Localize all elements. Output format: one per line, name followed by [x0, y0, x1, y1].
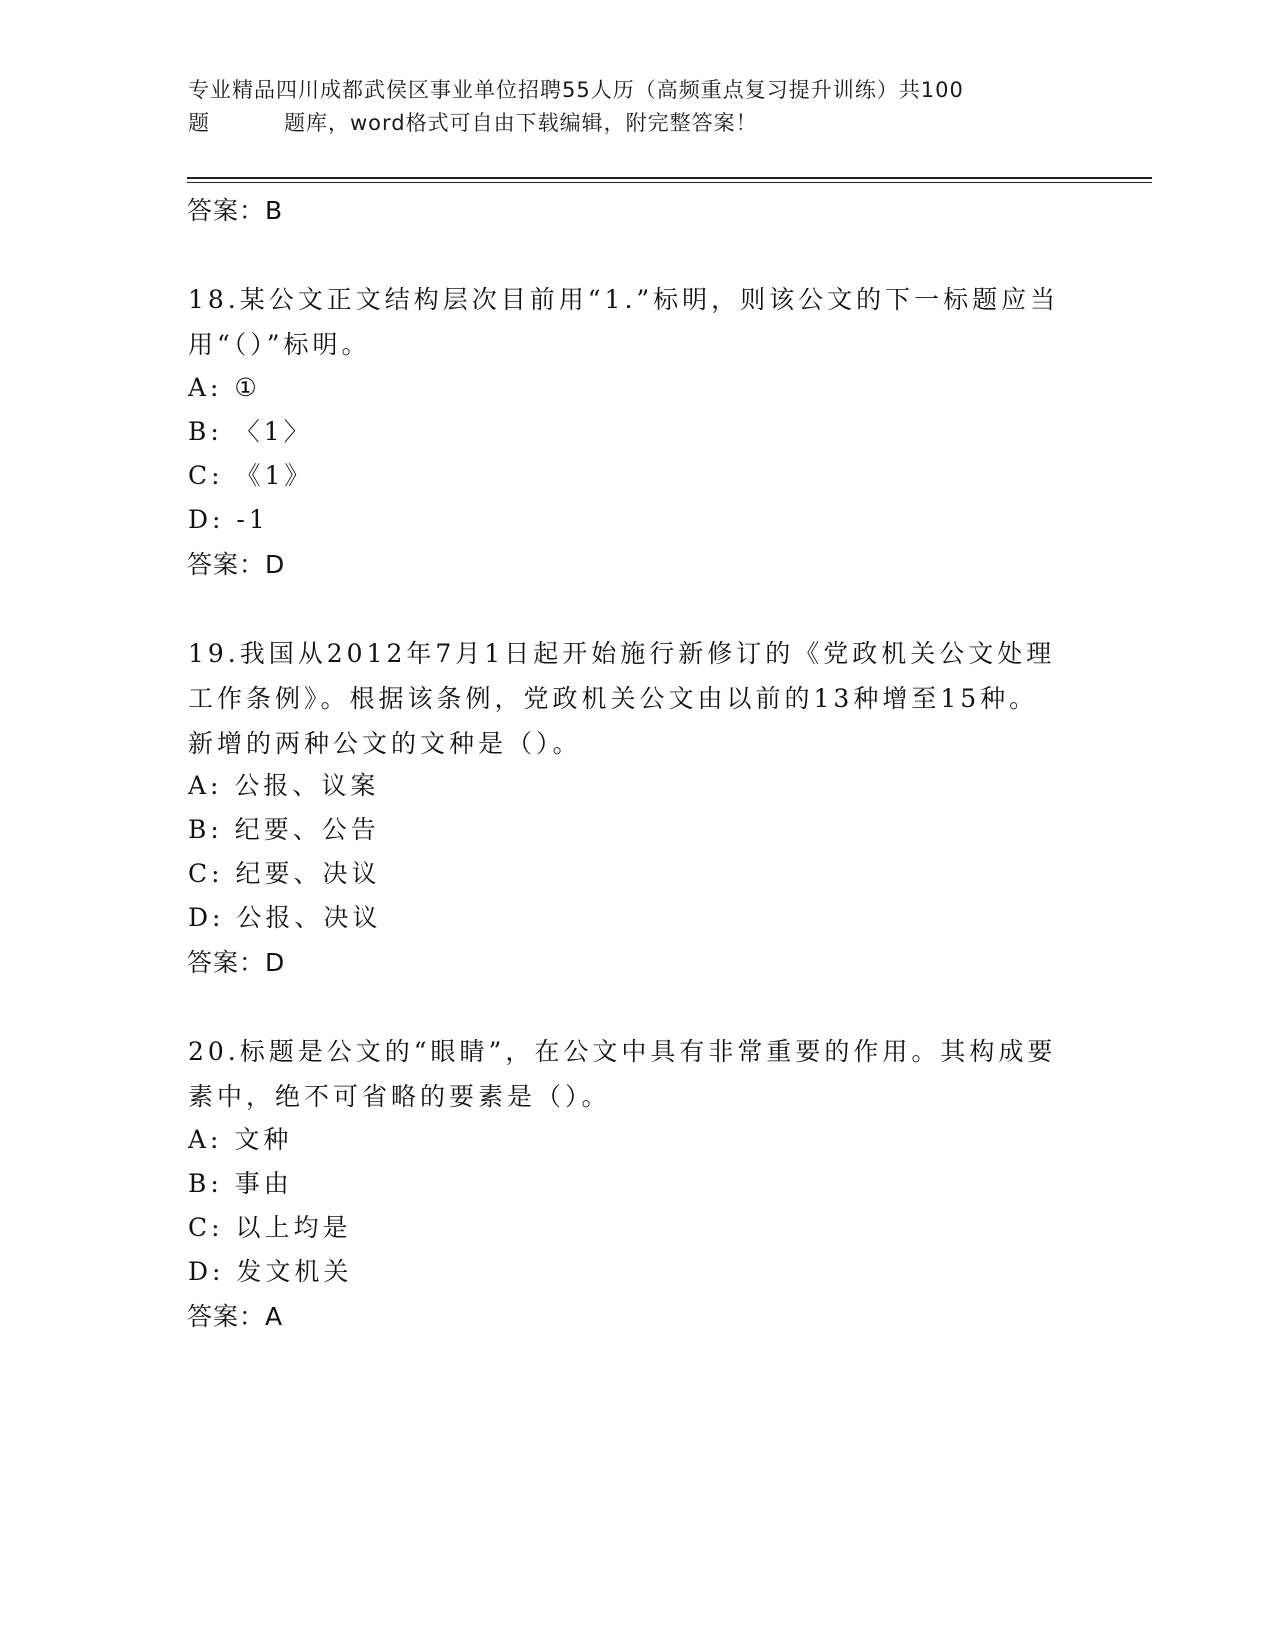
question-18-line-1: 18.某公文正文结构层次目前用“1.”标明，则该公文的下一标题应当 [188, 285, 1060, 314]
question-20-option-b: B: 事由 [188, 1169, 293, 1198]
answer-20: 答案：A [187, 1302, 284, 1331]
question-18-option-b: B: 〈1〉 [188, 417, 313, 446]
answer-19: 答案：D [187, 948, 286, 977]
header-divider-thick [187, 177, 1152, 179]
question-19-line-1: 19.我国从2012年7月1日起开始施行新修订的《党政机关公文处理 [188, 639, 1056, 668]
question-19-line-2: 工作条例》。根据该条例，党政机关公文由以前的13种增至15种。 [188, 684, 1039, 713]
question-20-line-1: 20.标题是公文的“眼睛”，在公文中具有非常重要的作用。其构成要 [188, 1037, 1057, 1066]
question-19-line-3: 新增的两种公文的文种是（）。 [188, 729, 582, 758]
question-20-text [188, 1029, 1056, 1119]
question-19-option-d: D: 公报、决议 [188, 903, 382, 932]
question-18-option-a: A: ① [188, 373, 261, 402]
question-20-option-c: C: 以上均是 [188, 1213, 352, 1242]
question-19-option-a: A: 公报、议案 [188, 771, 380, 800]
question-18-text [188, 277, 1059, 367]
header-title-line2-right: 题库，word格式可自由下载编辑，附完整答案！ [284, 111, 758, 135]
question-19-option-c: C: 纪要、决议 [188, 859, 381, 888]
question-19-text [188, 631, 1055, 766]
answer-18: 答案：D [187, 550, 286, 579]
question-18-option-d: D: -1 [188, 505, 269, 534]
header-divider-thin [187, 182, 1152, 183]
header-title-line2-left: 题 [188, 111, 210, 135]
question-19-option-b: B: 纪要、公告 [188, 815, 380, 844]
page-header [188, 74, 1068, 140]
answer-prev: 答案：B [187, 196, 284, 225]
header-title-line1: 专业精品四川成都武侯区事业单位招聘55人历（高频重点复习提升训练）共100 [188, 78, 964, 102]
question-20-option-d: D: 发文机关 [188, 1257, 353, 1286]
question-18-option-c: C: 《1》 [188, 461, 314, 490]
question-18-line-2: 用“（）”标明。 [188, 330, 371, 359]
question-20-line-2: 素中，绝不可省略的要素是（）。 [188, 1082, 611, 1111]
question-20-option-a: A: 文种 [188, 1125, 293, 1154]
header-title-line2 [188, 111, 758, 135]
